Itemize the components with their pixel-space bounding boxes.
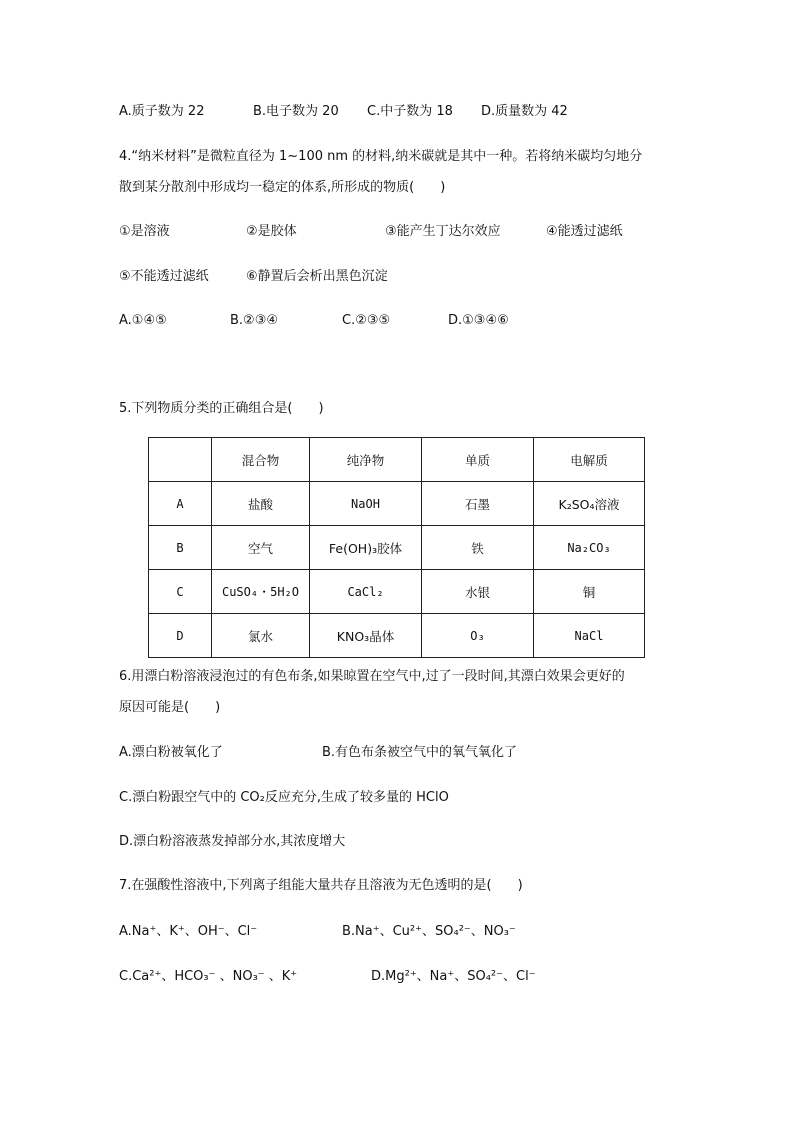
q4-options <box>119 311 719 331</box>
table-header-row <box>149 438 645 482</box>
q4-item-1: ①是溶液 <box>119 224 170 239</box>
electrolyte-cell: K₂SO₄溶液 <box>534 482 645 526</box>
table-header-cell: 电解质 <box>534 438 645 482</box>
mixture-cell: 氯水 <box>212 614 310 658</box>
pure-cell: Fe(OH)₃胶体 <box>310 526 422 570</box>
table-header-cell: 纯净物 <box>310 438 422 482</box>
q3-option-c: C.中子数为 18 <box>367 104 453 119</box>
q5-classification-table <box>148 437 645 658</box>
q4-item-3: ③能产生丁达尔效应 <box>385 224 501 239</box>
q4-option-b: B.②③④ <box>230 313 279 328</box>
mixture-cell: 空气 <box>212 526 310 570</box>
electrolyte-cell: 铜 <box>534 570 645 614</box>
mixture-cell: CuSO₄・5H₂O <box>212 570 310 614</box>
q7-stem: 7.在强酸性溶液中,下列离子组能大量共存且溶液为无色透明的是( ) <box>119 878 523 893</box>
table-row <box>149 526 645 570</box>
pure-cell: KNO₃晶体 <box>310 614 422 658</box>
q4-stem-line1: 4.“纳米材料”是微粒直径为 1~100 nm 的材料,纳米碳就是其中一种。若将纳米碳均匀地分 <box>119 149 643 164</box>
element-cell: 铁 <box>422 526 534 570</box>
pure-cell: CaCl₂ <box>310 570 422 614</box>
table-header-cell: 单质 <box>422 438 534 482</box>
q7-option-b: B.Na⁺、Cu²⁺、SO₄²⁻、NO₃⁻ <box>342 924 516 939</box>
q4-stem-line2: 散到某分散剂中形成均一稳定的体系,所形成的物质( ) <box>119 180 446 195</box>
q3-option-b: B.电子数为 20 <box>253 104 339 119</box>
q3-option-a: A.质子数为 22 <box>119 104 205 119</box>
q4-option-d: D.①③④⑥ <box>448 313 509 328</box>
q6-option-a: A.漂白粉被氧化了 <box>119 745 223 760</box>
q4-item-5: ⑤不能透过滤纸 <box>119 269 209 284</box>
table-header-cell <box>149 438 212 482</box>
q4-items-row2 <box>119 267 719 287</box>
q3-option-d: D.质量数为 42 <box>481 104 568 119</box>
pure-cell: NaOH <box>310 482 422 526</box>
mixture-cell: 盐酸 <box>212 482 310 526</box>
electrolyte-cell: Na₂CO₃ <box>534 526 645 570</box>
q4-items-row1 <box>119 222 719 242</box>
q4-item-2: ②是胶体 <box>246 224 297 239</box>
q7-option-c: C.Ca²⁺、HCO₃⁻ 、NO₃⁻ 、K⁺ <box>119 969 298 984</box>
q4-option-c: C.②③⑤ <box>342 313 391 328</box>
q4-item-6: ⑥静置后会析出黑色沉淀 <box>246 269 388 284</box>
q6-stem-line1: 6.用漂白粉溶液浸泡过的有色布条,如果晾置在空气中,过了一段时间,其漂白效果会更好的 <box>119 669 625 684</box>
element-cell: 水银 <box>422 570 534 614</box>
q7-option-a: A.Na⁺、K⁺、OH⁻、Cl⁻ <box>119 924 258 939</box>
q6-option-b: B.有色布条被空气中的氧气氧化了 <box>322 745 518 760</box>
q6-option-c: C.漂白粉跟空气中的 CO₂反应充分,生成了较多量的 HClO <box>119 790 449 805</box>
q5-stem: 5.下列物质分类的正确组合是( ) <box>119 401 324 416</box>
q3-options <box>119 102 719 122</box>
row-label: D <box>149 614 212 658</box>
q7-options-row1 <box>119 922 719 942</box>
row-label: B <box>149 526 212 570</box>
q4-item-4: ④能透过滤纸 <box>546 224 623 239</box>
element-cell: 石墨 <box>422 482 534 526</box>
row-label: C <box>149 570 212 614</box>
q6-options-row1 <box>119 743 719 763</box>
q7-options-row2 <box>119 967 719 987</box>
q6-option-d: D.漂白粉溶液蒸发掉部分水,其浓度增大 <box>119 834 346 849</box>
q7-option-d: D.Mg²⁺、Na⁺、SO₄²⁻、Cl⁻ <box>371 969 536 984</box>
table-row <box>149 482 645 526</box>
element-cell: O₃ <box>422 614 534 658</box>
table-row <box>149 614 645 658</box>
q6-stem-line2: 原因可能是( ) <box>119 700 221 715</box>
row-label: A <box>149 482 212 526</box>
electrolyte-cell: NaCl <box>534 614 645 658</box>
table-header-cell: 混合物 <box>212 438 310 482</box>
q4-option-a: A.①④⑤ <box>119 313 167 328</box>
table-row <box>149 570 645 614</box>
